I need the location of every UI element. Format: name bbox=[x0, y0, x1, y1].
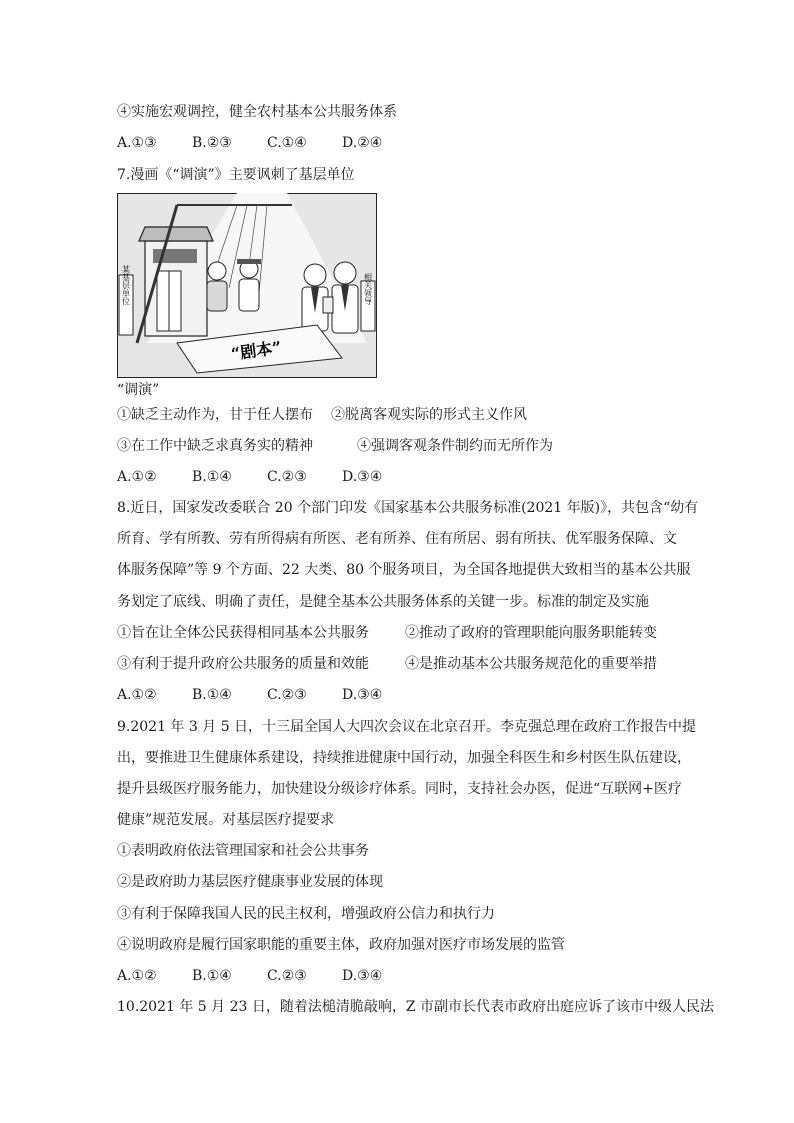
q8-item-1: ①旨在让全体公民获得相同基本公共服务 bbox=[117, 625, 369, 641]
choice-d: D.③④ bbox=[342, 687, 383, 703]
building-illustration bbox=[139, 227, 213, 336]
q6-item-4: ④实施宏观调控，健全农村基本公共服务体系 bbox=[117, 104, 397, 120]
choice-a: A.①② bbox=[117, 687, 157, 703]
q9-item-3: ③有利于保障我国人民的民主权利，增强政府公信力和执行力 bbox=[117, 906, 495, 922]
q9-item-4: ④说明政府是履行国家职能的重要主体，政府加强对医疗市场发展的监管 bbox=[117, 937, 565, 953]
q9-stem-line-1: 9.2021 年 3 月 5 日，十三届全国人大四次会议在北京召开。李克强总理在政府工作报告中提 bbox=[117, 719, 697, 735]
q9-choices bbox=[117, 967, 382, 985]
q9-stem-line-2: 出，要推进卫生健康体系建设，持续推进健康中国行动，加强全科医生和乡村医生队伍建设， bbox=[117, 750, 691, 766]
choice-b: B.①④ bbox=[192, 687, 232, 703]
choice-b: B.②③ bbox=[192, 135, 232, 151]
choice-c: C.②③ bbox=[267, 968, 307, 984]
choice-c: C.①④ bbox=[267, 135, 307, 151]
choice-d: D.②④ bbox=[342, 135, 383, 151]
sign-grassroots-unit: 某基层单位 bbox=[121, 265, 131, 305]
choice-d: D.③④ bbox=[342, 968, 383, 984]
cartoon-caption: “调演” bbox=[117, 382, 160, 398]
choice-b: B.①④ bbox=[192, 968, 232, 984]
q10-stem-line-1: 10.2021 年 5 月 23 日，随着法槌清脆敲响，Z 市副市长代表市政府出庭应诉了该市中级人民法 bbox=[117, 999, 715, 1015]
q7-item-1: ①缺乏主动作为，甘于任人摆布 bbox=[117, 407, 313, 423]
cartoon-image bbox=[117, 193, 377, 378]
q8-item-4: ④是推动基本公共服务规范化的重要举措 bbox=[405, 656, 657, 672]
q7-items-row1 bbox=[117, 406, 527, 424]
q8-item-2: ②推动了政府的管理职能向服务职能转变 bbox=[405, 625, 657, 641]
script-label: “剧本” bbox=[229, 337, 283, 364]
q7-item-3: ③在工作中缺乏求真务实的精神 bbox=[117, 438, 313, 454]
q7-item-4: ④强调客观条件制约而无所作为 bbox=[357, 438, 553, 454]
q7-items-row2 bbox=[117, 437, 553, 455]
choice-d: D.③④ bbox=[342, 469, 383, 485]
sign-leaders: 相关领导 bbox=[363, 273, 373, 305]
q8-stem-line-2: 所育、学有所教、劳有所得病有所医、老有所养、住有所居、弱有所扶、优军服务保障、文 bbox=[117, 531, 677, 547]
q6-choices bbox=[117, 134, 382, 152]
q9-stem-line-3: 提升县级医疗服务能力，加快建设分级诊疗体系。同时，支持社会办医，促进“互联网+医疗 bbox=[117, 781, 682, 797]
q8-item-3: ③有利于提升政府公共服务的质量和效能 bbox=[117, 656, 369, 672]
choice-a: A.①② bbox=[117, 469, 157, 485]
q9-item-1: ①表明政府依法管理国家和社会公共事务 bbox=[117, 843, 369, 859]
choice-c: C.②③ bbox=[267, 469, 307, 485]
q8-stem-line-4: 务划定了底线、明确了责任，是健全基本公共服务体系的关键一步。标准的制定及实施 bbox=[117, 594, 649, 610]
q7-item-2: ②脱离客观实际的形式主义作风 bbox=[331, 407, 527, 423]
q8-items-row2 bbox=[117, 655, 657, 673]
q9-item-2: ②是政府助力基层医疗健康事业发展的体现 bbox=[117, 874, 383, 890]
q9-stem-line-4: 健康”规范发展。对基层医疗提要求 bbox=[117, 812, 335, 828]
q8-items-row1 bbox=[117, 624, 657, 642]
q8-choices bbox=[117, 686, 382, 704]
choice-b: B.①④ bbox=[192, 469, 232, 485]
q8-stem-line-1: 8.近日，国家发改委联合 20 个部门印发《国家基本公共服务标准(2021 年版)》，共包含“幼有 bbox=[117, 500, 699, 516]
choice-a: A.①② bbox=[117, 968, 157, 984]
q8-stem-line-3: 体服务保障”等 9 个方面、22 大类、80 个服务项目，为全国各地提供大致相当的基本公共服 bbox=[117, 562, 691, 578]
q7-choices bbox=[117, 468, 382, 486]
choice-c: C.②③ bbox=[267, 687, 307, 703]
q7-stem: 7.漫画《“调演”》主要讽刺了基层单位 bbox=[117, 167, 355, 183]
choice-a: A.①③ bbox=[117, 135, 157, 151]
